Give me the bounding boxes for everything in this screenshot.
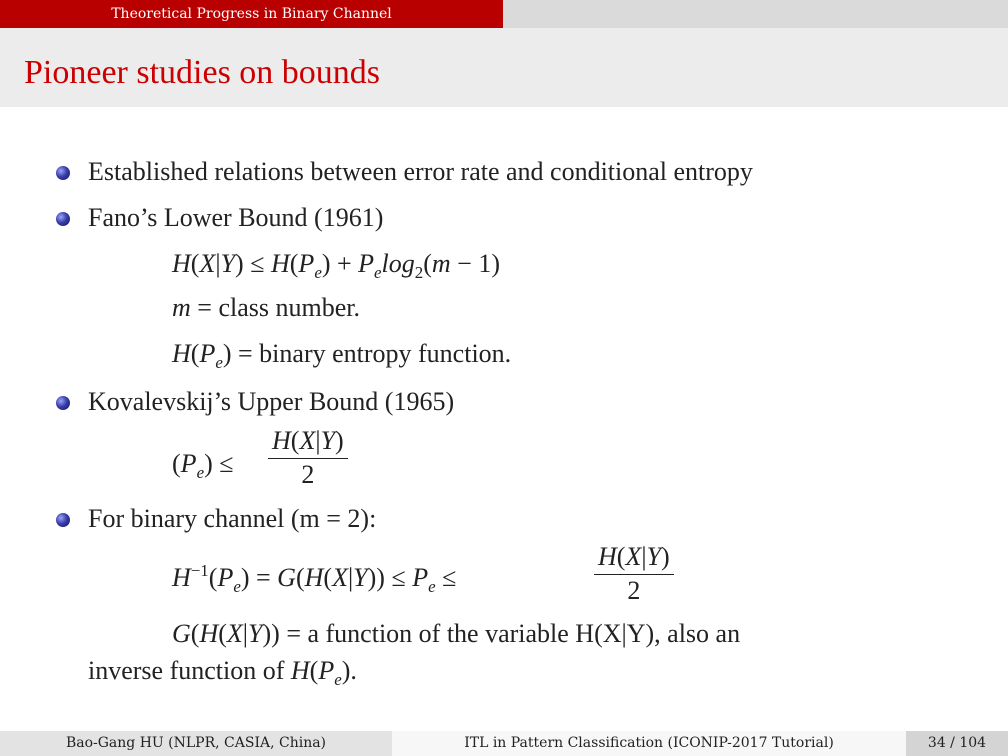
binary-entropy-definition: $H(P_e)$ = binary entropy function. — [172, 339, 512, 372]
footer-author: Bao-Gang HU (NLPR, CASIA, China) — [0, 731, 392, 756]
bullet-icon — [56, 513, 70, 527]
fano-inequality: $H(X|Y) \le H(P_e) + P_e\log_2(m - 1)$ — [172, 249, 500, 282]
inverse-function-line: inverse function of $H(P_e)$. — [88, 656, 357, 689]
section-title[interactable]: Theoretical Progress in Binary Channel — [0, 0, 503, 28]
slide-title: Pioneer studies on bounds — [24, 54, 381, 91]
footer-talk-title: ITL in Pattern Classification (ICONIP-2017 Tutorial) — [392, 731, 906, 756]
bullet-2-text: Fano’s Lower Bound (1961) — [88, 203, 384, 232]
bullet-3-text: Kovalevskij’s Upper Bound (1965) — [88, 387, 455, 416]
inverse-function-text: inverse function of — [88, 656, 285, 685]
footer-page-number: 34 / 104 — [906, 731, 1008, 756]
footer-bar — [0, 731, 1008, 756]
binary-bound-inequality: $H^{-1}(P_e) = G(H(X|Y)) \le P_e$ ≤ — [172, 561, 457, 596]
class-number-text: = class number. — [197, 293, 360, 322]
bullet-icon — [56, 166, 70, 180]
binary-entropy-text: = binary entropy function. — [238, 339, 512, 368]
g-function-text: = a function of the variable H(X|Y), also an — [286, 619, 741, 648]
class-number-definition: m = class number. — [172, 293, 360, 322]
bullet-1-text: Established relations between error rate and conditional entropy — [88, 157, 753, 186]
g-function-definition: G(H(X|Y)) = a function of the variable H(X|Y), also an — [172, 619, 741, 648]
binary-bound-fraction: $\frac{H(X|Y)}{2}$ — [594, 540, 674, 607]
bullet-icon — [56, 396, 70, 410]
kovalevskij-fraction: $\frac{H(X|Y)}{2}$ — [268, 424, 348, 491]
kovalevskij-inequality-lhs: $(P_e)$ ≤ — [172, 449, 234, 482]
bullet-4-text: For binary channel (m = 2): — [88, 504, 377, 533]
bullet-icon — [56, 212, 70, 226]
